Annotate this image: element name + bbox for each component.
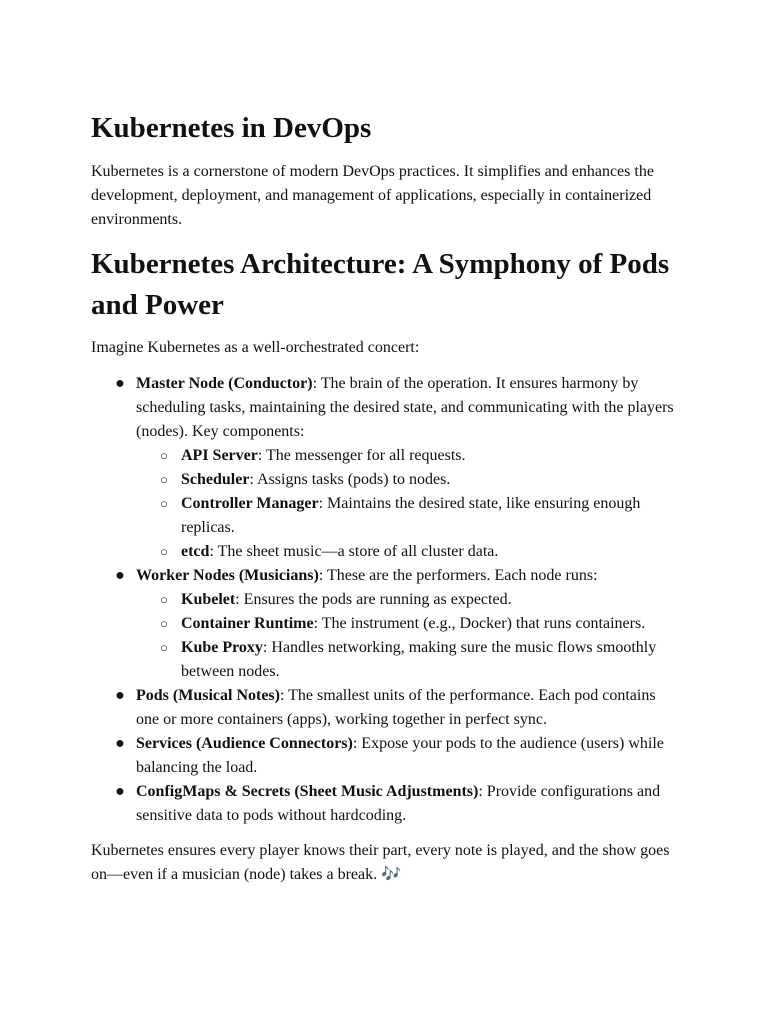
item-term: Worker Nodes (Musicians) — [136, 567, 319, 584]
closing-text: Kubernetes ensures every player knows their part, every note is played, and the show goes on—even if a musician (node) takes a break. — [91, 842, 670, 883]
sub-bullet-icon: ○ — [160, 640, 168, 655]
page-title: Kubernetes in DevOps — [91, 112, 372, 144]
item-term: Pods (Musical Notes) — [136, 687, 280, 704]
sub-item-container-runtime — [160, 612, 678, 636]
item-desc: : These are the performers. Each node runs: — [318, 567, 598, 584]
sub-bullet-icon: ○ — [160, 592, 168, 607]
architecture-intro: Imagine Kubernetes as a well-orchestrated concert: — [91, 339, 420, 356]
sub-bullet-icon: ○ — [160, 544, 168, 559]
item-desc: : The smallest units of the performance. Each pod contains one or more containers (apps), working together in perfect sync. — [136, 687, 656, 728]
sub-item-desc: : The sheet music—a store of all cluster data. — [209, 543, 499, 560]
list-item-services — [115, 732, 678, 780]
sub-item-controller-manager — [160, 492, 678, 540]
item-term: Services (Audience Connectors) — [136, 735, 353, 752]
intro-paragraph: Kubernetes is a cornerstone of modern DevOps practices. It simplifies and enhances the development, deployment, and management of applications, especially in containerized environments. — [91, 163, 654, 228]
item-desc: : The brain of the operation. It ensures harmony by scheduling tasks, maintaining the desired state, and communicating with the players (nodes). Key components: — [136, 375, 674, 440]
worker-node-components — [136, 588, 678, 684]
item-term: ConfigMaps & Secrets (Sheet Music Adjustments) — [136, 783, 479, 800]
sub-item-scheduler — [160, 468, 678, 492]
sub-item-kubelet — [160, 588, 678, 612]
music-notes-icon: 🎶 — [381, 866, 402, 883]
sub-item-desc: : Ensures the pods are running as expected. — [235, 591, 512, 608]
item-desc: : Provide configurations and sensitive data to pods without hardcoding. — [136, 783, 661, 824]
sub-item-term: Kube Proxy — [181, 639, 263, 656]
sub-item-term: etcd — [181, 543, 210, 560]
list-item-master-node — [115, 372, 678, 564]
sub-item-kube-proxy — [160, 636, 678, 684]
sub-item-term: Kubelet — [181, 591, 236, 608]
sub-item-etcd — [160, 540, 678, 564]
sub-bullet-icon: ○ — [160, 448, 168, 463]
sub-item-desc: : The instrument (e.g., Docker) that runs containers. — [313, 615, 646, 632]
sub-item-term: Scheduler — [181, 471, 250, 488]
sub-bullet-icon: ○ — [160, 472, 168, 487]
sub-item-desc: : Maintains the desired state, like ensuring enough replicas. — [181, 495, 641, 536]
sub-item-desc: : Assigns tasks (pods) to nodes. — [249, 471, 451, 488]
architecture-list — [91, 372, 678, 828]
item-term: Master Node (Conductor) — [136, 375, 313, 392]
sub-item-desc: : The messenger for all requests. — [257, 447, 466, 464]
item-desc: : Expose your pods to the audience (users) while balancing the load. — [136, 735, 664, 776]
list-item-pods — [115, 684, 678, 732]
sub-bullet-icon: ○ — [160, 616, 168, 631]
bullet-icon: ● — [115, 735, 125, 752]
bullet-icon: ● — [115, 687, 125, 704]
sub-bullet-icon: ○ — [160, 496, 168, 511]
master-node-components — [136, 444, 678, 564]
sub-item-term: API Server — [181, 447, 258, 464]
bullet-icon: ● — [115, 783, 125, 800]
sub-item-term: Controller Manager — [181, 495, 319, 512]
bullet-icon: ● — [115, 567, 125, 584]
closing-paragraph — [91, 839, 678, 887]
sub-item-api-server — [160, 444, 678, 468]
list-item-worker-nodes — [115, 564, 678, 684]
list-item-configmaps-secrets — [115, 780, 678, 828]
bullet-icon: ● — [115, 375, 125, 392]
sub-item-term: Container Runtime — [181, 615, 314, 632]
architecture-heading: Kubernetes Architecture: A Symphony of Pods and Power — [91, 248, 670, 321]
sub-item-desc: : Handles networking, making sure the music flows smoothly between nodes. — [181, 639, 657, 680]
